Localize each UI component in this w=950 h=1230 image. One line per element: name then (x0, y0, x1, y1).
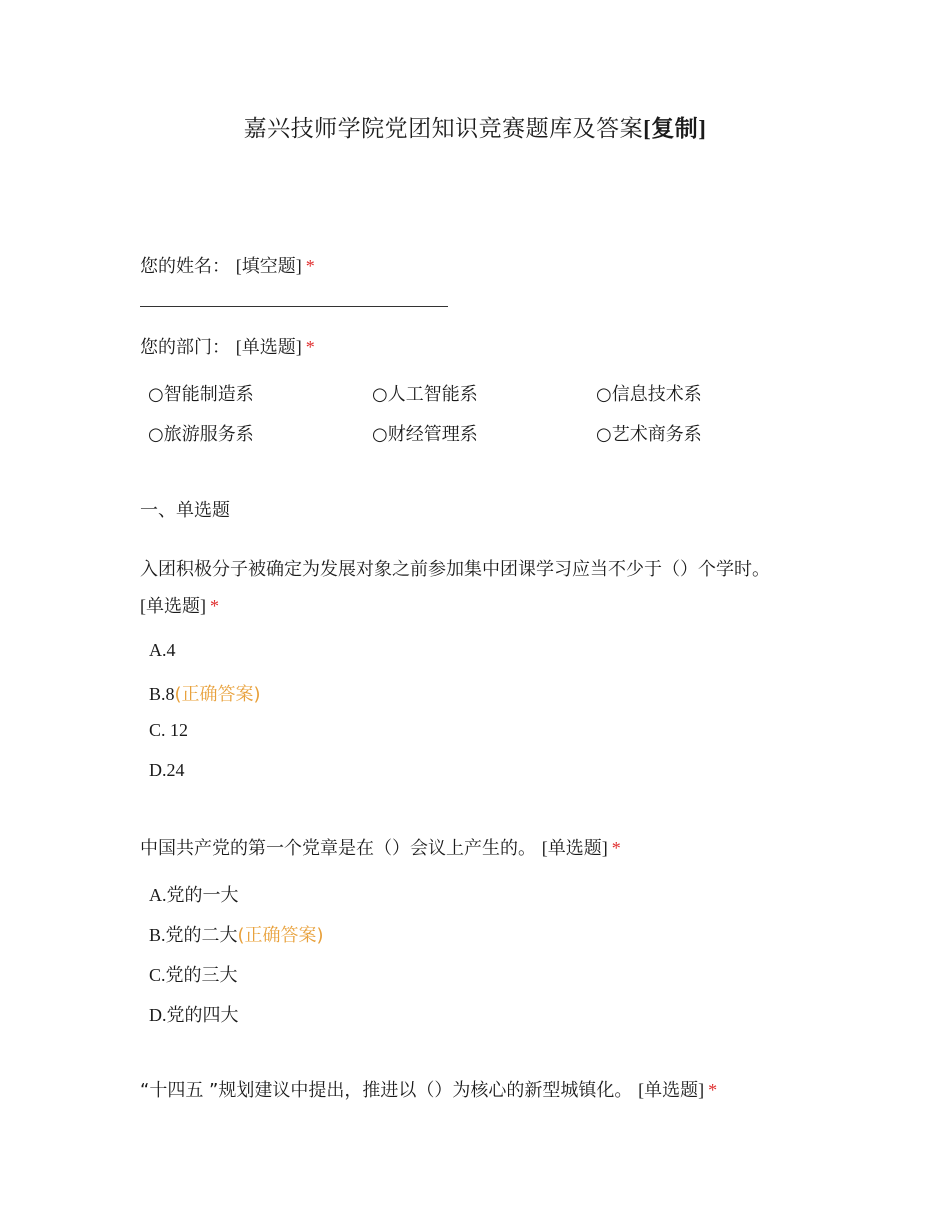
section-heading: 一、单选题 (140, 500, 230, 521)
question-1-option-d[interactable]: D.24 (149, 760, 185, 780)
question-type-tag: [单选题] (140, 596, 206, 616)
required-mark: * (210, 596, 219, 616)
document-title (0, 110, 950, 143)
dept-option-radio[interactable]: ○智能制造系 (148, 384, 254, 405)
title-suffix: [复制] (643, 116, 707, 141)
question-1-tag-line (140, 592, 219, 618)
title-text: 嘉兴技师学院党团知识竞赛题库及答案 (243, 116, 644, 141)
correct-answer-mark: (正确答案) (174, 684, 261, 705)
dept-type-tag: [单选题] (235, 337, 302, 357)
name-type-tag: [填空题] (235, 256, 302, 276)
question-2 (140, 834, 621, 860)
required-mark: * (305, 337, 315, 357)
question-3 (140, 1076, 717, 1102)
dept-question (140, 333, 315, 359)
question-2-option-c[interactable]: C.党的三大 (149, 965, 238, 986)
dept-label: 您的部门： (140, 337, 230, 358)
question-type-tag: [单选题] (541, 838, 608, 858)
question-2-option-d[interactable]: D.党的四大 (149, 1005, 239, 1026)
name-question (140, 252, 315, 278)
question-2-text: 中国共产党的第一个党章是在（）会议上产生的。 (140, 838, 536, 859)
question-2-option-b[interactable]: B.党的二大(正确答案) (149, 925, 324, 946)
dept-option-radio[interactable]: ○艺术商务系 (596, 424, 702, 445)
name-input-line[interactable] (140, 306, 448, 307)
dept-option-radio[interactable]: ○旅游服务系 (148, 424, 254, 445)
name-label: 您的姓名： (140, 256, 230, 277)
dept-option-radio[interactable]: ○人工智能系 (372, 384, 478, 405)
question-2-option-a[interactable]: A.党的一大 (149, 885, 239, 906)
correct-answer-mark: (正确答案) (237, 925, 324, 946)
required-mark: * (708, 1080, 718, 1100)
question-3-text: “十四五 ”规划建议中提出，推进以（）为核心的新型城镇化。 (140, 1080, 633, 1101)
question-1-option-c[interactable]: C. 12 (149, 720, 189, 740)
required-mark: * (305, 256, 315, 276)
dept-option-radio[interactable]: ○财经管理系 (372, 424, 478, 445)
question-1-option-a[interactable]: A.4 (149, 640, 176, 660)
required-mark: * (611, 838, 621, 858)
question-1-option-b[interactable]: B.8(正确答案) (149, 684, 261, 705)
question-type-tag: [单选题] (638, 1080, 705, 1100)
dept-option-radio[interactable]: ○信息技术系 (596, 384, 702, 405)
question-1-text: 入团积极分子被确定为发展对象之前参加集中团课学习应当不少于（）个学时。 (140, 559, 770, 580)
